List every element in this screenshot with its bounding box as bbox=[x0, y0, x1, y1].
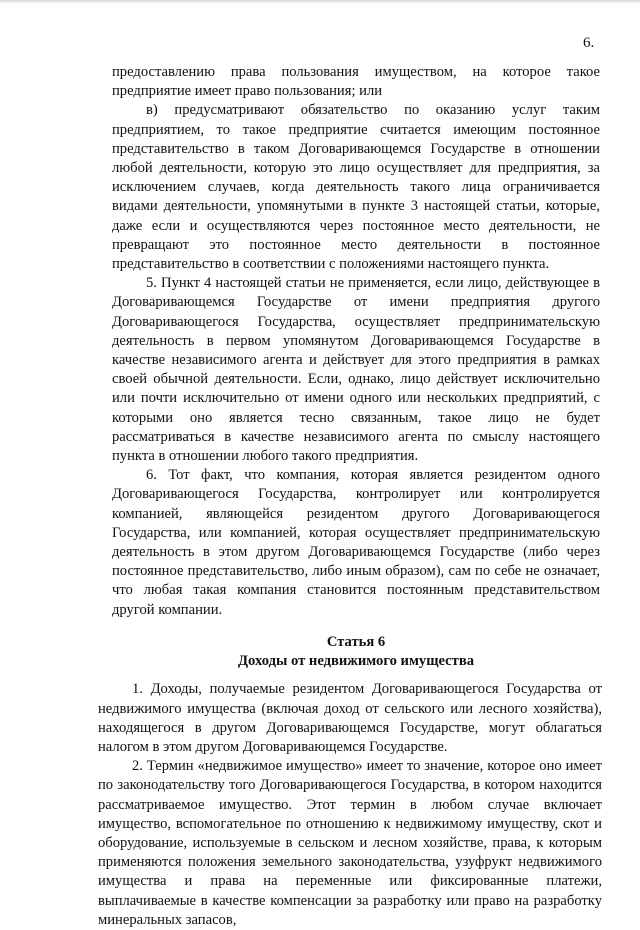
paragraph-continuation: предоставлению права пользования имуществом, на которое такое предприятие имеет право пользования; или bbox=[112, 64, 600, 100]
paragraph-item-b: в) предусматривают обязательство по оказанию услуг таким предприятием, то такое предприятие считается имеющим постоянное представительство в таком Договаривающемся Государстве в отношении любой деятельности, которую это лицо осуществляет для предприятия, за исключением случаев, когда деятельность такого лица ограничивается видами деятельности, упомянутыми в пункте 3 настоящей статьи, которые, даже если и осуществляются через постоянное место деятельности, не превращают это постоянное место деятельности в постоянное представительство в соответствии с положениями настоящего пункта. bbox=[112, 102, 600, 273]
paragraph-5: 5. Пункт 4 настоящей статьи не применяется, если лицо, действующее в Договаривающемся Государстве от имени предприятия другого Договаривающегося Государства, осуществляет предпринимательскую деятельность в первом упомянутом Договаривающемся Государстве в качестве независимого агента и действует для этого предприятия в рамках своей обычной деятельности. Если, однако, лицо действует исключительно или почти исключительно от имени одного или нескольких предприятий, с которыми оно является тесно связанным, такое лицо не будет рассматриваться в качестве независимого агента по смыслу настоящего пункта в отношении любого такого предприятия. bbox=[112, 275, 600, 465]
article-6-paragraph-1: 1. Доходы, получаемые резидентом Договаривающегося Государства от недвижимого имущества (включая доход от сельского или лесного хозяйства), находящегося в другом Договаривающемся Государстве, могут облагаться налогом в этом другом Договаривающемся Государстве. bbox=[98, 681, 602, 755]
article-title: Доходы от недвижимого имущества bbox=[238, 653, 474, 670]
article-6-body bbox=[98, 680, 602, 930]
scan-top-edge bbox=[0, 0, 640, 4]
article-number: Статья 6 bbox=[326, 633, 386, 650]
page-number: 6. bbox=[583, 35, 595, 51]
article-6-paragraph-2: 2. Термин «недвижимое имущество» имеет то значение, которое оно имеет по законодательству того Договаривающегося Государства, в котором находится рассматриваемое имущество. Этот термин в любом случае включает имущество, вспомогательное по отношению к недвижимому имуществу, скот и оборудование, используемые в сельском и лесном хозяйстве, права, к которым применяются положения земельного законодательства, узуфрукт недвижимого имущества и права на переменные или фиксированные платежи, выплачиваемые в качестве компенсации за разработку или право на разработку минеральных запасов, bbox=[98, 758, 602, 928]
document-body bbox=[98, 63, 602, 930]
paragraph-6: 6. Тот факт, что компания, которая является резидентом одного Договаривающегося Государства, контролирует или контролируется компанией, являющейся резидентом другого Договаривающегося Государства, или компанией, которая осуществляет предпринимательскую деятельность в этом другом Договаривающемся Государстве (либо через постоянное представительство, либо иным образом), сам по себе не означает, что любая такая компания становится постоянным представительством другой компании. bbox=[112, 467, 600, 618]
